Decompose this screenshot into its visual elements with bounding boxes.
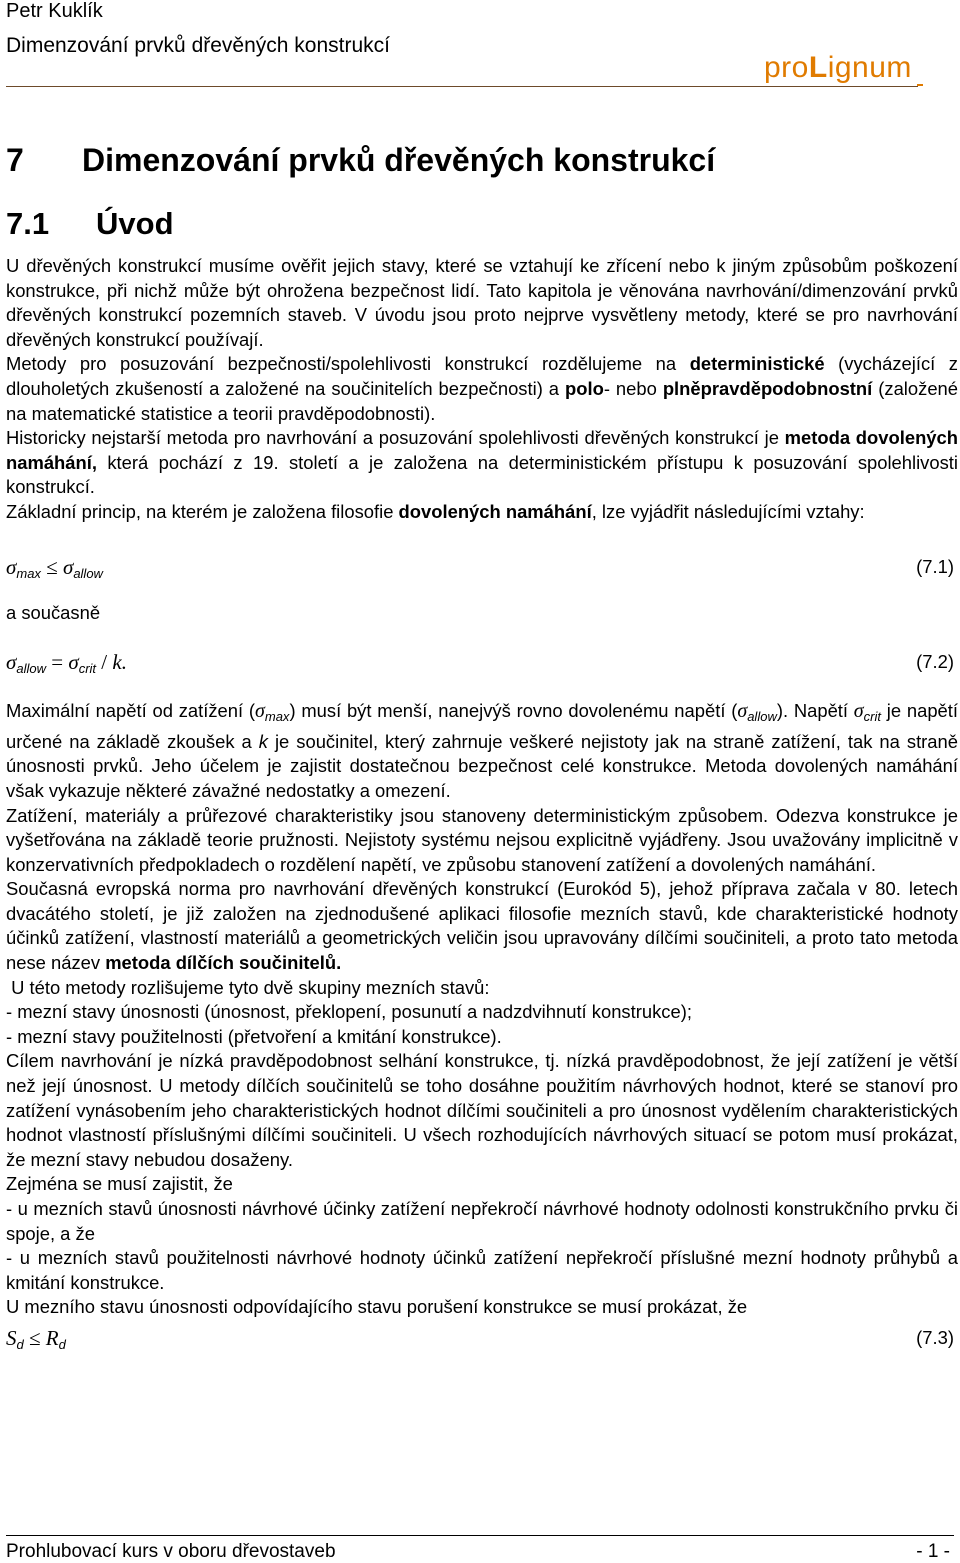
equation-7-2	[6, 650, 958, 677]
text-run: která pochází z 19. století a je založena na deterministickém přístupu k posuzování spolehlivosti konstrukcí.	[6, 451, 958, 498]
paragraph-principle	[6, 500, 958, 525]
sigma-symbol: σ	[62, 554, 74, 579]
text-run: ). Napětí	[776, 700, 854, 722]
section-heading	[6, 205, 174, 243]
paragraph-max-stress	[6, 699, 958, 803]
paragraph-design-goal: Cílem navrhování je nízká pravděpodobnost selhání konstrukce, tj. nízká pravděpodobnost, že její zatížení je větší než její únosnost. U metody dílčích součinitelů se toho dosáhne použitím návrhových hodnot, které se stanoví pro zatížení vynásobením jeho charakteristických hodnot dílčími součiniteli a pro únosnost vydělením charakteristických hodnot vlastností příslušnými dílčími součiniteli. U všech rozhodujících návrhových situací se potom musí prokázat, že mezní stavy nebudou dosaženy.	[6, 1050, 958, 1170]
text-run: (vycházející z dlouholetých zkušeností a založené na součinitelích bezpečnosti) a	[6, 353, 958, 399]
text-run: (založené na matematické statistice a teorii pravděpodobnosti).	[6, 377, 958, 424]
logo-part-pro: pro	[764, 51, 809, 84]
header-author: Petr Kuklík	[6, 0, 103, 22]
paragraph-uls-proof: U mezního stavu únosnosti odpovídajícího stavu porušení konstrukce se musí prokázat, že	[6, 1296, 748, 1318]
equation-7-3	[6, 1326, 958, 1350]
footer-course-name: Prohlubovací kurs v oboru dřevostaveb	[6, 1541, 336, 1562]
paragraph-history	[6, 426, 958, 500]
equation-7-1-body	[6, 555, 103, 586]
spacer	[6, 625, 958, 650]
spacer	[6, 525, 958, 555]
paragraph-intro: U dřevěných konstrukcí musíme ověřit jejich stavy, které se vztahují ke zřícení nebo k jiným způsobům poškození konstrukce, při nichž může být ohrožena bezpečnost lidí. Tato kapitola je věnována navrhování/dimenzování prvků dřevěných konstrukcí pozemních staveb. V úvodu jsou proto nejprve vysvětleny metody, které se pro navrhování dřevěných konstrukcí používají.	[6, 255, 958, 350]
slash-symbol: /	[101, 650, 108, 675]
sigma-symbol: σ	[6, 554, 17, 579]
logo-part-ignum: ignum	[827, 51, 912, 84]
paragraph-and-now: a současně	[6, 601, 101, 623]
text-run: Maximální napětí od zatížení (	[6, 700, 255, 722]
bold-term-deterministic: deterministické	[689, 353, 825, 375]
k-symbol: k.	[112, 650, 127, 675]
section-number: 7.1	[6, 206, 50, 241]
header-rule	[6, 86, 918, 87]
paragraph-especially: Zejména se musí zajistit, že	[6, 1173, 233, 1195]
footer-page-number: - 1 -	[916, 1541, 950, 1562]
subscript-allow: allow	[73, 565, 103, 581]
bold-term-semi: polo	[565, 377, 604, 399]
subscript-d: d	[16, 1336, 24, 1352]
equation-7-1	[6, 555, 958, 579]
equation-number: (7.3)	[916, 1326, 954, 1348]
sigma-symbol: σ	[255, 700, 265, 723]
text-run: je součinitel, který zahrnuje veškeré nejistoty jak na straně zatížení, tak na straně únosnosti prvků. Jeho účelem je zajistit dostatečnou bezpečnost celé konstrukce. Metoda dovolených namáhání však vykazuje některé závažné nedostatky a omezení.	[6, 730, 958, 801]
paragraph-deterministic: Zatížení, materiály a průřezové charakteristiky jsou stanoveny deterministickým způsobem. Odezva konstrukce je vyšetřována na základě teorie pružnosti. Nejistoty systému nejsou explicitně vyjádřeny. Jsou uvažovány implicitně v konzervativních předpokladech o rozdělení napětí, ve způsobu stanovení zatížení a dovolených namáhání.	[6, 804, 958, 875]
body-text	[6, 254, 958, 1350]
subscript-d: d	[58, 1336, 66, 1352]
equation-number: (7.2)	[916, 651, 954, 673]
header-document-title: Dimenzování prvků dřevěných konstrukcí	[6, 34, 390, 57]
sigma-symbol: σ	[68, 650, 79, 675]
prolignum-logo	[764, 50, 912, 86]
chapter-heading	[6, 140, 715, 180]
logo-underline-accent	[917, 84, 923, 86]
section-title: Úvod	[96, 206, 174, 241]
bold-term-allowable-stresses: dovolených namáhání	[398, 500, 592, 522]
list-item-ultimate: - mezní stavy únosnosti (únosnost, překlopení, posunutí a nadzdvihnutí konstrukce);	[6, 1001, 692, 1023]
equation-number: (7.1)	[916, 555, 954, 577]
r-symbol: R	[45, 1325, 59, 1350]
text-run: , lze vyjádřit následujícími vztahy:	[591, 500, 865, 522]
subscript-max: max	[16, 565, 41, 581]
text-run: Současná evropská norma pro navrhování dřevěných konstrukcí (Eurokód 5), jehož příprava začala v 80. letech dvacátého století, je již založen na zjednodušené aplikaci filosofie mezních stavů, kde charakteristické hodnoty účinků zatížení, vlastností materiálů a geometrických veličin jsou upravovány dílčími součiniteli, a proto tato metoda nese název	[6, 878, 958, 974]
text-run: Metody pro posuzování bezpečnosti/spolehlivosti konstrukcí rozdělujeme na	[6, 353, 690, 375]
paragraph-eurocode	[6, 877, 958, 975]
spacer	[6, 579, 958, 601]
list-item-serviceability: - mezní stavy použitelnosti (přetvoření a kmitání konstrukce).	[6, 1025, 502, 1047]
sigma-symbol: σ	[6, 650, 17, 675]
paragraph-limit-states-intro: U této metody rozlišujeme tyto dvě skupiny mezních stavů:	[6, 976, 490, 998]
leq-symbol: ≤	[28, 1325, 41, 1350]
bold-term-partial-factors: metoda dílčích součinitelů.	[105, 952, 342, 974]
leq-symbol: ≤	[46, 554, 58, 579]
sigma-symbol: σ	[737, 700, 748, 723]
chapter-title: Dimenzování prvků dřevěných konstrukcí	[82, 142, 716, 178]
equation-7-2-body	[6, 650, 127, 681]
bold-term-allowable-stress: metoda dovolených namáhání,	[6, 427, 958, 473]
s-symbol: S	[6, 1325, 17, 1350]
list-item-sls-check: - u mezních stavů použitelnosti návrhové hodnoty účinků zatížení nepřekročí příslušné mezní hodnoty průhybů a kmitání konstrukce.	[6, 1247, 958, 1293]
subscript-allow: allow	[747, 709, 777, 725]
subscript-crit: crit	[78, 661, 97, 677]
subscript-max: max	[264, 709, 290, 725]
text-run: je napětí určené na základě zkoušek a	[6, 700, 958, 752]
spacer	[6, 674, 958, 699]
equation-7-3-body	[6, 1326, 66, 1357]
bold-term-probabilistic: plněpravděpodobnostní	[662, 377, 873, 399]
sigma-symbol: σ	[853, 700, 864, 723]
subscript-allow: allow	[16, 661, 46, 677]
text-run: Základní princip, na kterém je založena filosofie	[6, 500, 399, 522]
k-variable: k	[258, 730, 268, 752]
list-item-uls-check: - u mezních stavů únosnosti návrhové účinky zatížení nepřekročí návrhové hodnoty odolnosti konstrukčního prvku či spoje, a že	[6, 1198, 958, 1244]
subscript-crit: crit	[863, 709, 882, 725]
text-run: - nebo	[603, 377, 663, 399]
logo-part-l: L	[808, 51, 828, 84]
paragraph-methods	[6, 352, 958, 426]
text-run: Historicky nejstarší metoda pro navrhování a posuzování spolehlivosti dřevěných konstrukcí je	[6, 427, 785, 449]
equals-symbol: =	[51, 650, 64, 675]
chapter-number: 7	[6, 142, 24, 178]
footer-rule	[6, 1535, 954, 1536]
text-run: ) musí být menší, nanejvýš rovno dovolenému napětí (	[289, 700, 738, 722]
